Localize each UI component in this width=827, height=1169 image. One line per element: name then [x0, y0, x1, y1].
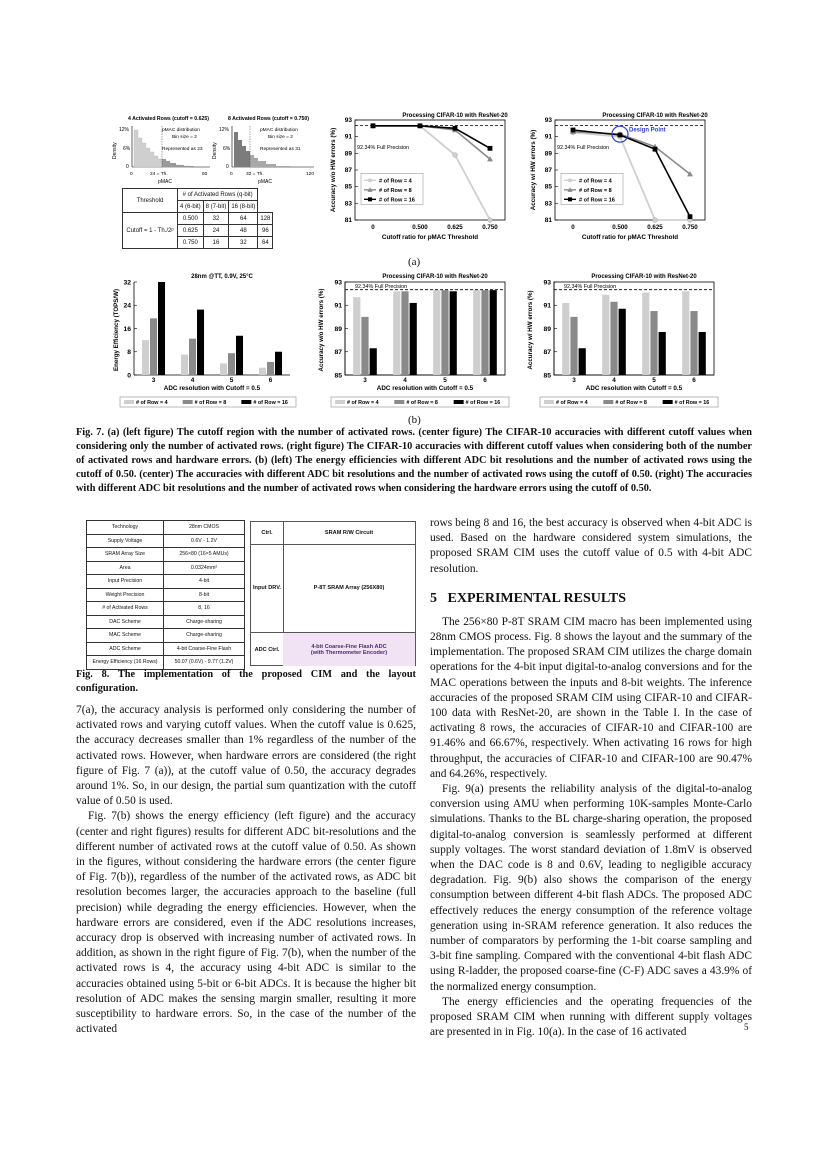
data-point — [453, 153, 458, 158]
hist-right-xtick: 0 — [230, 172, 233, 177]
y-tick-label: 87 — [543, 349, 551, 357]
bar — [690, 311, 697, 375]
legend-swatch — [183, 400, 193, 404]
hist-left-ytick: 6% — [123, 146, 131, 152]
bar — [450, 291, 457, 375]
legend-swatch — [663, 400, 673, 404]
bar — [228, 353, 235, 375]
spec-value: 4-bit — [164, 575, 245, 589]
legend-swatch — [603, 400, 613, 404]
table-cell: 0.625 — [178, 225, 204, 237]
activated-rows-header: # of Activated Rows (q-bit) — [178, 189, 258, 201]
legend-swatch — [394, 400, 404, 404]
spec-label: Weight Precision — [87, 588, 164, 602]
bar — [275, 352, 282, 375]
x-tick-label: 3 — [151, 377, 156, 384]
y-tick-label: 93 — [344, 117, 352, 124]
section-title: EXPERIMENTAL RESULTS — [447, 590, 627, 606]
y-tick-label: 87 — [544, 167, 552, 174]
threshold-table — [122, 188, 273, 249]
table-cell: 32 — [229, 237, 258, 249]
ctrl-block: Ctrl. — [251, 522, 284, 545]
spec-row — [87, 656, 245, 670]
spec-row — [87, 548, 245, 562]
spec-row — [87, 575, 245, 589]
table-cell: 48 — [229, 225, 258, 237]
spec-value: 50.07 (0.6V) - 9.77 (1.2V) — [164, 656, 245, 670]
paragraph: rows being 8 and 16, the best accuracy is observed when 4-bit ADC is used. Based on the hardware considered system simulations, the proposed SRAM CIM uses the cutoff value of 0.5 with 4-bit ADC resolution. — [430, 517, 752, 575]
layout-diagram — [250, 521, 416, 666]
legend-label: # of Row = 16 — [379, 197, 415, 204]
legend-label: # of Row = 4 — [379, 178, 412, 185]
page-number: 5 — [744, 1022, 749, 1032]
adc-ctrl-block: ADC Ctrl. — [251, 632, 284, 666]
table-cell: 32 — [203, 213, 229, 225]
design-point-label: Design Point — [629, 127, 666, 134]
data-point — [618, 133, 623, 138]
hist-right-xtick: 120 — [306, 172, 315, 177]
legend-label: # of Row = 16 — [579, 197, 615, 204]
legend-label: # of Row = 8 — [406, 400, 438, 406]
spec-value: Charge-sharing — [164, 615, 245, 629]
bar — [682, 291, 689, 375]
y-tick-label: 85 — [334, 372, 342, 380]
fig7-caption: Fig. 7. (a) (left figure) The cutoff region with the number of activated rows. (center figure) The CIFAR-10 accuracies with different cutoff values when considering only the number of activated rows. (right figure) The CIFAR-10 accuracies with different cutoff values when considering both of the number of activated rows and hardware errors. (b) (left) The energy efficiencies with different ADC bit resolutions and the number of activated rows using the cutoff of 0.50. (center) The accuracies with different ADC bit resolutions and the number of activated rows using the cutoff of 0.50. (right) The accuracies with different ADC bit resolutions and the number of activated rows when considering the hardware errors using the cutoff of 0.50. — [76, 427, 752, 494]
spec-row — [87, 629, 245, 643]
adc-label: (with Thermometer Encoder) — [310, 649, 388, 656]
y-tick-label: 93 — [543, 279, 551, 287]
series-line — [373, 126, 490, 220]
hist-left-ytick: 12% — [119, 127, 130, 133]
spec-label: DAC Scheme — [87, 615, 164, 629]
chart-title: Processing CIFAR-10 with ResNet-20 — [602, 113, 708, 119]
spec-label: Input Precision — [87, 575, 164, 589]
legend-label: # of Row = 4 — [347, 400, 379, 406]
bar — [267, 362, 274, 375]
bar — [410, 303, 417, 375]
hist-right-xlabel: pMAC — [258, 179, 272, 185]
bar — [619, 309, 626, 375]
hist-right-title: 8 Activated Rows (cutoff = 0.750) — [228, 116, 309, 122]
bar — [393, 291, 400, 375]
x-tick-label: 0.750 — [482, 224, 498, 231]
bar — [490, 290, 497, 375]
spec-row — [87, 588, 245, 602]
table-cell: 64 — [258, 237, 273, 249]
legend-label: # of Row = 8 — [579, 187, 612, 194]
spec-label: ADC Scheme — [87, 642, 164, 656]
table-cell: 128 — [258, 213, 273, 225]
spec-label: # of Activated Rows — [87, 602, 164, 616]
legend-label: # of Row = 4 — [556, 400, 588, 406]
sram-array-block: P-8T SRAM Array (256X80) — [313, 585, 385, 591]
x-tick-label: 5 — [652, 377, 656, 384]
bar — [610, 302, 617, 375]
histogram-left — [112, 116, 210, 185]
data-point — [453, 126, 458, 131]
threshold-header: Threshold — [123, 189, 178, 213]
col-head: 4 (6-bit) — [178, 201, 204, 213]
data-point — [418, 123, 423, 128]
bar — [562, 303, 569, 375]
section-heading — [430, 591, 752, 607]
hist-left-xtick: 60 — [202, 172, 208, 177]
x-tick-label: 5 — [229, 377, 234, 384]
x-tick-label: 3 — [363, 377, 367, 384]
legend-label: # of Row = 8 — [615, 400, 647, 406]
bar — [181, 355, 188, 375]
chart-title: Processing CIFAR-10 with ResNet-20 — [402, 113, 508, 119]
chart-title: 28nm @TT, 0.9V, 25°C — [191, 274, 253, 280]
data-point — [653, 147, 658, 152]
line-chart-accuracy-without-errors — [325, 108, 515, 248]
x-tick-label: 6 — [692, 377, 696, 384]
legend-swatch — [241, 400, 251, 404]
x-axis-label: ADC resolution with Cutoff = 0.5 — [376, 385, 474, 392]
x-tick-label: 6 — [268, 377, 273, 384]
histogram-right — [212, 116, 314, 185]
bar-chart-energy-efficiency — [110, 270, 300, 410]
y-tick-label: 89 — [334, 325, 342, 333]
x-tick-label: 4 — [403, 377, 407, 384]
bar — [220, 363, 227, 375]
y-tick-label: 91 — [544, 133, 552, 141]
y-tick-label: 93 — [334, 279, 342, 287]
plot-frame — [555, 120, 705, 220]
y-tick-label: 8 — [127, 349, 131, 357]
bar — [189, 339, 196, 375]
rw-circuit-block: SRAM R/W Circuit — [283, 522, 415, 545]
y-tick-label: 87 — [344, 167, 352, 174]
y-tick-label: 0 — [127, 372, 131, 380]
y-tick-label: 85 — [344, 183, 352, 191]
spec-row — [87, 561, 245, 575]
legend-marker — [368, 197, 372, 201]
y-tick-label: 83 — [544, 200, 552, 208]
bar — [401, 291, 408, 375]
histogram-panels — [110, 110, 320, 190]
hist-left-note: Bin size = 2 — [172, 135, 197, 140]
hist-left-xlabel: pMAC — [158, 179, 172, 185]
spec-value: 0.6V - 1.2V — [164, 534, 245, 548]
x-axis-label: ADC resolution with Cutoff = 0.5 — [585, 385, 683, 392]
spec-value: 4-bit Coarse-Fine Flash — [164, 642, 245, 656]
paragraph: Fig. 7(b) shows the energy efficiency (left figure) and the accuracy (center and right figures) results for different ADC bit-resolutions and the different number of activated rows at the cutoff value of 0.50. As shown in the figures, without considering the hardware errors (the center figure of Fig. 7(b)), regardless of the number of the activated rows, as ADC bit resolution becomes larger, the accuracies approach to the baseline (full precision) while degrading the energy efficiencies. However, when the hardware errors are considered, even if the ADC resolutions increases, accuracy drop is observed with increasing number of activated rows. In addition, as shown in the right figure of Fig. 7(b), when the number of the activated rows is 4, the accuracy using 4-bit ADC is similar to the accuracies obtained using 5-bit or 6-bit ADCs. It is because the higher bit resolution of ADC makes the sensing margin smaller, resulting it more susceptibility to hardware errors. So, in the case of the number of the activated — [76, 810, 416, 1036]
hist-right-ylabel: Density — [212, 142, 218, 159]
y-tick-label: 81 — [344, 217, 352, 224]
spec-value: Charge-sharing — [164, 629, 245, 643]
bar — [473, 290, 480, 375]
x-tick-label: 4 — [190, 377, 195, 384]
bar — [197, 310, 204, 375]
hist-right-note: Represented as 31 — [260, 147, 301, 152]
hist-left-ytick: 0 — [126, 164, 129, 170]
y-axis-label: Accuracy w/o HW errors (%) — [318, 288, 325, 372]
spec-value: 256×80 (16×5 AMUs) — [164, 548, 245, 562]
bar — [441, 290, 448, 375]
x-tick-label: 5 — [443, 377, 447, 384]
spec-label: SRAM Array Size — [87, 548, 164, 562]
hist-right-ytick: 0 — [226, 164, 229, 170]
hist-left-note: Represented as 23 — [162, 147, 203, 152]
bar — [699, 332, 706, 375]
hist-right-note: Bin size = 2 — [268, 135, 293, 140]
input-drv-block: Input DRV. — [251, 544, 284, 632]
fig8-caption: Fig. 8. The implementation of the proposed CIM and the layout configuration. — [76, 669, 416, 694]
fig7a-label: (a) — [408, 256, 421, 268]
bar — [579, 348, 586, 375]
bar — [642, 292, 649, 375]
x-tick-label: 0 — [571, 224, 575, 231]
bar-chart-accuracy-with-errors — [522, 270, 722, 410]
hist-left-xtick: 0 — [130, 172, 133, 177]
bar — [361, 317, 368, 375]
series-line — [373, 126, 490, 159]
bar — [236, 336, 243, 375]
bar — [650, 311, 657, 375]
y-tick-label: 16 — [123, 325, 131, 333]
data-point — [653, 218, 658, 223]
chart-title: Processing CIFAR-10 with ResNet-20 — [591, 274, 697, 280]
hist-right-ytick: 12% — [219, 127, 230, 133]
y-tick-label: 91 — [344, 133, 352, 141]
x-tick-label: 3 — [572, 377, 576, 384]
y-tick-label: 91 — [543, 302, 551, 310]
legend-swatch — [335, 400, 345, 404]
y-tick-label: 85 — [543, 372, 551, 380]
bar — [370, 348, 377, 375]
baseline-label: 92.34% Full Precision — [355, 284, 408, 291]
data-point — [488, 218, 493, 223]
hist-left-xtick: 24 = Th. — [150, 172, 168, 177]
fig7b-label: (b) — [408, 414, 421, 426]
legend-marker — [368, 178, 372, 182]
legend-swatch — [454, 400, 464, 404]
spec-label: Supply Voltage — [87, 534, 164, 548]
spec-value: 8, 16 — [164, 602, 245, 616]
y-axis-label: Accuracy w/ HW errors (%) — [527, 290, 534, 370]
bar — [602, 295, 609, 375]
x-axis-label: Cutoff ratio for pMAC Threshold — [581, 234, 679, 241]
col-head: 8 (7-bit) — [203, 201, 229, 213]
data-point — [571, 128, 576, 133]
paragraph: The energy efficiencies and the operating frequencies of the proposed SRAM CIM when running with different supply voltages are presented in in Fig. 10(a). In the case of 16 activated — [430, 995, 752, 1039]
adc-block — [283, 632, 415, 666]
series-line — [573, 132, 690, 174]
spec-value: 0.0324mm² — [164, 561, 245, 575]
bar — [570, 317, 577, 375]
spec-row — [87, 642, 245, 656]
legend-marker — [568, 197, 572, 201]
left-column — [76, 703, 416, 1037]
bar — [433, 290, 440, 375]
x-tick-label: 0.750 — [682, 224, 698, 231]
spec-value: 28nm CMOS — [164, 521, 245, 535]
section-number: 5 — [430, 590, 437, 606]
spec-value: 8-bit — [164, 588, 245, 602]
legend-label: # of Row = 8 — [194, 400, 227, 406]
col-head: 16 (8-bit) — [229, 201, 258, 213]
baseline-label: 92.34% Full Precision — [557, 145, 610, 152]
y-axis-label: Accuracy w/ HW errors (%) — [530, 129, 537, 211]
data-point — [488, 146, 493, 151]
right-column — [430, 516, 752, 1041]
bar — [150, 318, 157, 375]
bar — [158, 282, 165, 375]
bar — [259, 368, 266, 375]
paragraph: 7(a), the accuracy analysis is performed only considering the number of activated rows and varying cutoff values. When the cutoff value is 0.625, the accuracy decreases smaller than 1% regardless of the number of the activated rows. However, when hardware errors are considered (the right figure of Fig. 7 (a)), at the cutoff value of 0.50, the accuracy degrades around 1%. So, in our design, the partial sum quantization with the cutoff value of 0.50 is used. — [76, 704, 416, 808]
spec-row — [87, 602, 245, 616]
x-tick-label: 0 — [371, 224, 375, 231]
hist-left-title: 4 Activated Rows (cutoff = 0.625) — [128, 116, 209, 122]
y-tick-label: 91 — [334, 302, 342, 310]
baseline-label: 92.34% Full Precision — [357, 145, 410, 152]
y-tick-label: 89 — [344, 150, 352, 158]
adc-label: 4-bit Coarse-Fine Flash ADC — [311, 643, 387, 650]
x-tick-label: 0.625 — [447, 224, 463, 231]
y-axis-label: Accuracy w/o HW errors (%) — [330, 127, 337, 213]
y-tick-label: 32 — [123, 279, 131, 287]
baseline-label: 92.34% Full Precision — [564, 284, 617, 291]
table-cell: 16 — [203, 237, 229, 249]
legend-label: # of Row = 16 — [465, 400, 501, 406]
y-tick-label: 89 — [544, 150, 552, 158]
hist-left-ylabel: Density — [112, 142, 118, 159]
spec-label: Energy Efficiency (16 Rows) — [87, 656, 164, 670]
table-cell: 0.500 — [178, 213, 204, 225]
legend-label: # of Row = 4 — [579, 178, 612, 185]
table-cell: 64 — [229, 213, 258, 225]
hist-right-ytick: 6% — [223, 146, 231, 152]
x-axis-label: Cutoff ratio for pMAC Threshold — [381, 234, 479, 241]
spec-label: Technology — [87, 521, 164, 535]
spec-table — [86, 520, 245, 670]
spec-row — [87, 521, 245, 535]
legend-swatch — [544, 400, 554, 404]
y-tick-label: 85 — [544, 183, 552, 191]
data-point — [371, 123, 376, 128]
hist-right-xtick: 32 = Th. — [246, 172, 264, 177]
bar — [142, 340, 149, 375]
y-tick-label: 24 — [123, 302, 131, 310]
legend-label: # of Row = 8 — [379, 187, 412, 194]
legend-swatch — [124, 400, 134, 404]
x-tick-label: 0.500 — [612, 224, 628, 231]
spec-label: MAC Scheme — [87, 629, 164, 643]
chart-title: Processing CIFAR-10 with ResNet-20 — [382, 274, 488, 280]
y-tick-label: 93 — [544, 117, 552, 124]
legend-marker — [568, 178, 572, 182]
spec-row — [87, 534, 245, 548]
y-axis-label: Energy Efficiency (TOPS/W) — [113, 288, 120, 372]
paragraph: The 256×80 P-8T SRAM CIM macro has been implemented using 28nm CMOS process. Fig. 8 shows the layout and the summary of the implementation. The proposed SRAM CIM utilizes the charge domain operations for the 4-bit input digital-to-analog conversions and for the MAC operations between the inputs and 8-bit weights. The inference accuracies of the proposed SRAM CIM using CIFAR-10 and CIFAR-100 data with ResNet-20, are shown in the Table I. In the case of activating 8 rows, the accuracies of CIFAR-10 and CIFAR-100 are 91.46% and 66.67%, respectively. When activating 16 rows for high throughput, the accuracies of CIFAR-10 and CIFAR-100 are 90.47% and 64.26%, respectively. — [430, 615, 752, 780]
spec-label: Area — [87, 561, 164, 575]
spec-row — [87, 615, 245, 629]
plot-frame — [554, 282, 714, 375]
legend-label: # of Row = 16 — [253, 400, 288, 406]
line-chart-accuracy-with-errors — [525, 108, 715, 248]
legend-label: # of Row = 16 — [674, 400, 710, 406]
data-point — [688, 214, 693, 219]
table-cell: 0.750 — [178, 237, 204, 249]
plot-frame — [345, 282, 505, 375]
table-cell: 24 — [203, 225, 229, 237]
y-tick-label: 87 — [334, 349, 342, 357]
y-tick-label: 89 — [543, 325, 551, 333]
bar-chart-accuracy-without-errors — [313, 270, 513, 410]
y-tick-label: 83 — [344, 200, 352, 208]
x-tick-label: 6 — [483, 377, 487, 384]
hist-right-note: pMAC distribution — [260, 128, 298, 133]
x-tick-label: 4 — [612, 377, 616, 384]
legend-label: # of Row = 4 — [136, 400, 168, 406]
bar — [481, 290, 488, 375]
x-tick-label: 0.500 — [412, 224, 428, 231]
hist-left-note: pMAC distribution — [162, 128, 200, 133]
y-tick-label: 81 — [544, 217, 552, 224]
bar — [659, 332, 666, 375]
paragraph: Fig. 9(a) presents the reliability analysis of the digital-to-analog conversion using AMU when performing 10K-samples Monte-Carlo simulations. Thanks to the BL charge-sharing operation, the proposed digital-to-analog conversion is seamlessly performed at different supply voltages. The worst standard deviation of 1.8mV is observed when the DAC code is 8 and 0.6V, leading to negligible accuracy degradation. Fig. 9(b) also shows the comparison of the energy consumption between different 4-bit flash ADCs. The proposed ADC effectively reduces the energy consumption of the reference voltage generation using in-SRAM reference generation. It also reduces the number of comparators by performing the 1-bit coarse sampling and 3-bit fine sampling. Compared with the conventional 4-bit flash ADC using R-ladder, the proposed coarse-fine (C-F) ADC saves a 43.9% of the normalized energy consumption. — [430, 783, 752, 993]
bar — [353, 297, 360, 375]
x-tick-label: 0.625 — [647, 224, 663, 231]
cutoff-label: Cutoff = 1 - Th./2ᵖ — [123, 213, 178, 249]
x-axis-label: ADC resolution with Cutoff = 0.5 — [163, 385, 261, 392]
table-cell: 96 — [258, 225, 273, 237]
